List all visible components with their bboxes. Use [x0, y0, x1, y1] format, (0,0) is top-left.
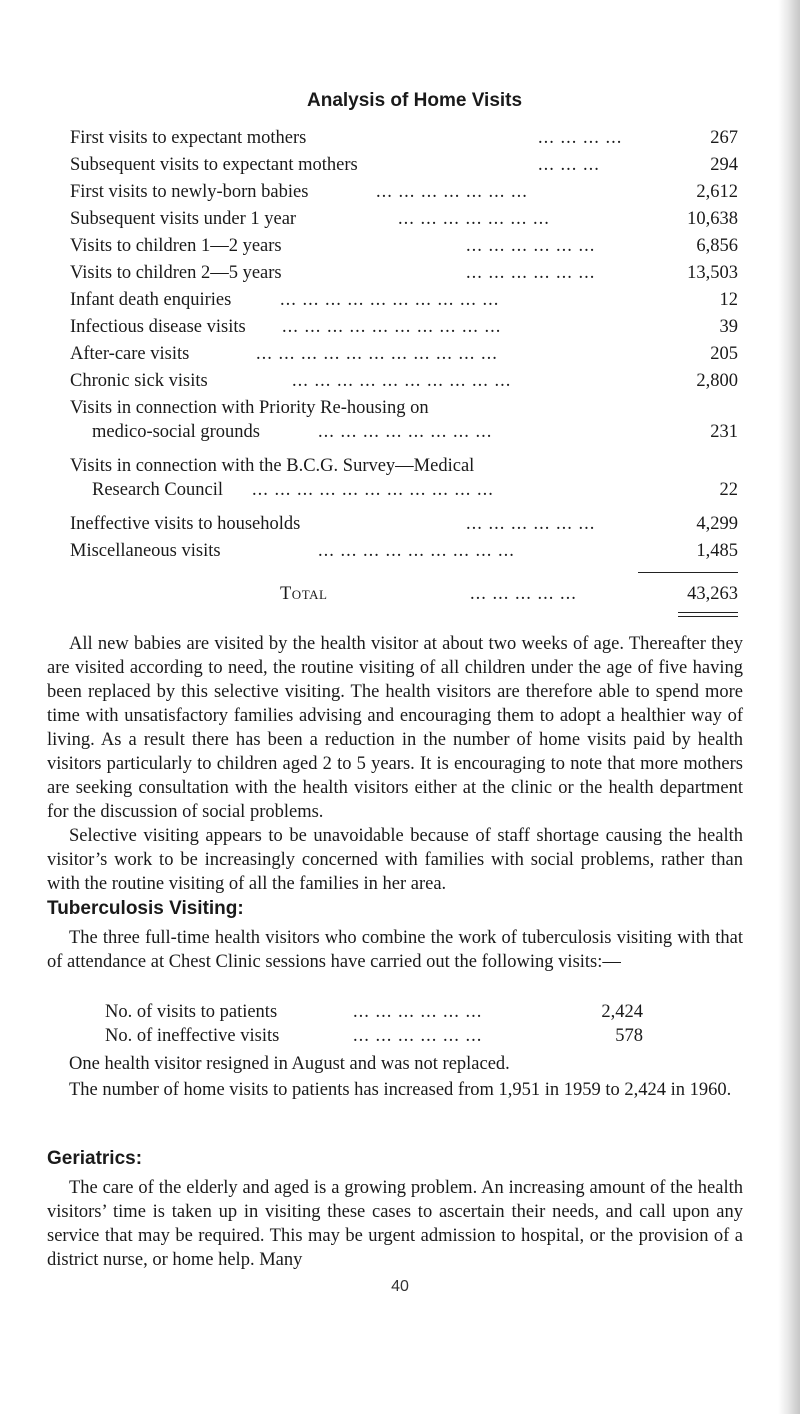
tuberculosis-intro: The three full-time health visitors who combine the work of tuberculosis visiting with that of attendance at Chest Clinic sessions have carried out the following visits:—	[47, 928, 743, 972]
row-value: 2,612	[696, 182, 738, 202]
row-label: No. of visits to patients	[105, 1002, 278, 1022]
page-edge-shadow	[778, 0, 800, 1414]
row-value: 39	[719, 317, 738, 337]
row-label: Subsequent visits to expectant mothers	[70, 155, 358, 175]
total-label: Total	[280, 584, 328, 604]
row-label: Chronic sick visits	[70, 371, 208, 391]
row-label: Miscellaneous visits	[70, 541, 221, 561]
row-value: 231	[710, 422, 738, 442]
row-value: 1,485	[696, 541, 738, 561]
total-rule-1	[678, 612, 738, 613]
row-label: Infant death enquiries	[70, 290, 232, 310]
row-label: Visits to children 1—2 years	[70, 236, 282, 256]
row-value: 12	[719, 290, 738, 310]
row-value: 578	[615, 1026, 643, 1046]
table-row: Visits in connection with the B.C.G. Survey—Medical Research Council ... ... ... ... ... ... ... ... ... ... ... 22	[70, 456, 738, 500]
row-value: 267	[710, 128, 738, 148]
total-rule-2	[678, 616, 738, 617]
row-label: Visits in connection with Priority Re-housing on	[70, 398, 429, 418]
row-label: Visits in connection with the B.C.G. Survey—Medical	[70, 456, 475, 476]
row-label: First visits to expectant mothers	[70, 128, 307, 148]
row-label-continued: Research Council	[92, 480, 223, 500]
row-label: Ineffective visits to households	[70, 514, 301, 534]
tuberculosis-note-resigned: One health visitor resigned in August and was not replaced.	[69, 1054, 510, 1074]
paragraph-new-babies: All new babies are visited by the health visitor at about two weeks of age. Thereafter they are visited according to need, the routine visiting of all children under the age of five having been replaced by this selective visiting. The health visitors are therefore able to spend more time with unsatisfactory families advising and encouraging them to adopt a healthier way of living. As a result there has been a reduction in the number of home visits paid by health visitors particularly to children aged 2 to 5 years. It is encouraging to note that more mothers are seeking consultation with the health visitors either at the clinic or the health department for the discussion of social problems.	[47, 634, 743, 822]
geriatrics-heading: Geriatrics:	[47, 1148, 143, 1169]
analysis-title: Analysis of Home Visits	[307, 90, 523, 111]
table-row: Visits in connection with Priority Re-housing on medico-social grounds ... ... ... ... ... ... ... ... 231	[70, 398, 738, 442]
tuberculosis-heading: Tuberculosis Visiting:	[47, 898, 244, 919]
geriatrics-text: The care of the elderly and aged is a growing problem. An increasing amount of the health visitors’ time is taken up in visiting these cases to ascertain their needs, and call upon any service that may be required. This may be urgent admission to hospital, or the provision of a district nurse, or home help. Many	[47, 1178, 743, 1270]
tuberculosis-note-increase: The number of home visits to patients has increased from 1,951 in 1959 to 2,424 in 1960.	[69, 1080, 732, 1100]
row-label: Infectious disease visits	[70, 317, 246, 337]
row-value: 13,503	[687, 263, 738, 283]
document-page: Analysis of Home Visits First visits to expectant mothers ... ... ... ... 267 Subsequent visits to expectant mothers ... ... ... 294 First visits to newly-born babies ... ... ... ... ... ... ... 2,612 Subsequent visits under 1 year ... ... ... ... ... ... ... 10,638 Visits to children 1—2 years ... ... ... ... ... ... 6,856 Visits to children 2—5 years ... ... ... ... ... ... 13,503 Infant death enquiries ... ... ... ... ... ... ... ... ... ... 12 Infectious disease visits ... ... ... ... ... ... ... ... ... ... 39 After-care visits ... ... ... ... ... ... ... ... ... ... ... 205 Chronic sick visits ... ... ... ... ... ... ... ... ... ... 2,800 Visits in connection with Priority Re-housing on medico-social grounds ... ... ... ... ... ... ... ... 231 Visits in connection with the B.C.G. Survey—Medical Research Council ... ... ... ... ... ... ... ... ... ... ... 22 Ineffective visits to households ... ... ... ... ... ... 4,299 Miscellaneous visits ... ... ... ... ... ... ... ... ... 1,485 Total ... ... ... ... ... 43,263 All new babies are visited by the health visitor at about two weeks of age. Thereafter they are visited according to need, the routine visiting of all children under the age of five having been replaced by this selective visiting. The health visitors are therefore able to spend more time with unsatisfactory families advising and encouraging them to adopt a healthier way of living. As a result there has been a reduction in the number of home visits paid by health visitors particularly to children aged 2 to 5 years. It is encouraging to note that more mothers are seeking consultation with the health visitors either at the clinic or the health department for the discussion of social problems. Selective visiting appears to be unavoidable because of staff shortage causing the health visitor’s work to be increasingly concerned with families with social problems, rather than with the routine visiting of all the families in her area. Tuberculosis Visiting: The three full-time health visitors who combine the work of tuberculosis visiting with that of attendance at Chest Clinic sessions have carried out the following visits:— No. of visits to patients ... ... ... ... ... ... 2,424 No. of ineffective visits ... ... ... ... ... ... 578 One health visitor resigned in August and was not replaced. The number of home visits to patients has increased from 1,951 in 1959 to 2,424 in 1960. Geriatrics: The care of the elderly and aged is a growing problem. An increasing amount of the health visitors’ time is taken up in visiting these cases to ascertain their needs, and call upon any service that may be required. This may be urgent admission to hospital, or the provision of a district nurse, or home help. Many 40	[0, 0, 800, 1414]
paragraph-selective-visiting: Selective visiting appears to be unavoidable because of staff shortage causing the health visitor’s work to be increasingly concerned with families with social problems, rather than with the routine visiting of all the families in her area.	[47, 826, 743, 894]
page-number: 40	[391, 1278, 409, 1295]
row-value: 10,638	[687, 209, 738, 229]
row-label: First visits to newly-born babies	[70, 182, 309, 202]
total-value: 43,263	[687, 584, 738, 604]
row-value: 4,299	[696, 514, 738, 534]
row-label: After-care visits	[70, 344, 190, 364]
row-value: 22	[719, 480, 738, 500]
row-value: 294	[710, 155, 738, 175]
subtotal-rule	[638, 572, 738, 573]
row-label: Visits to children 2—5 years	[70, 263, 282, 283]
row-value: 2,424	[601, 1002, 643, 1022]
row-label-continued: medico-social grounds	[92, 422, 260, 442]
row-value: 2,800	[696, 371, 738, 391]
row-value: 6,856	[696, 236, 738, 256]
row-value: 205	[710, 344, 738, 364]
row-label: No. of ineffective visits	[105, 1026, 280, 1046]
row-label: Subsequent visits under 1 year	[70, 209, 297, 229]
